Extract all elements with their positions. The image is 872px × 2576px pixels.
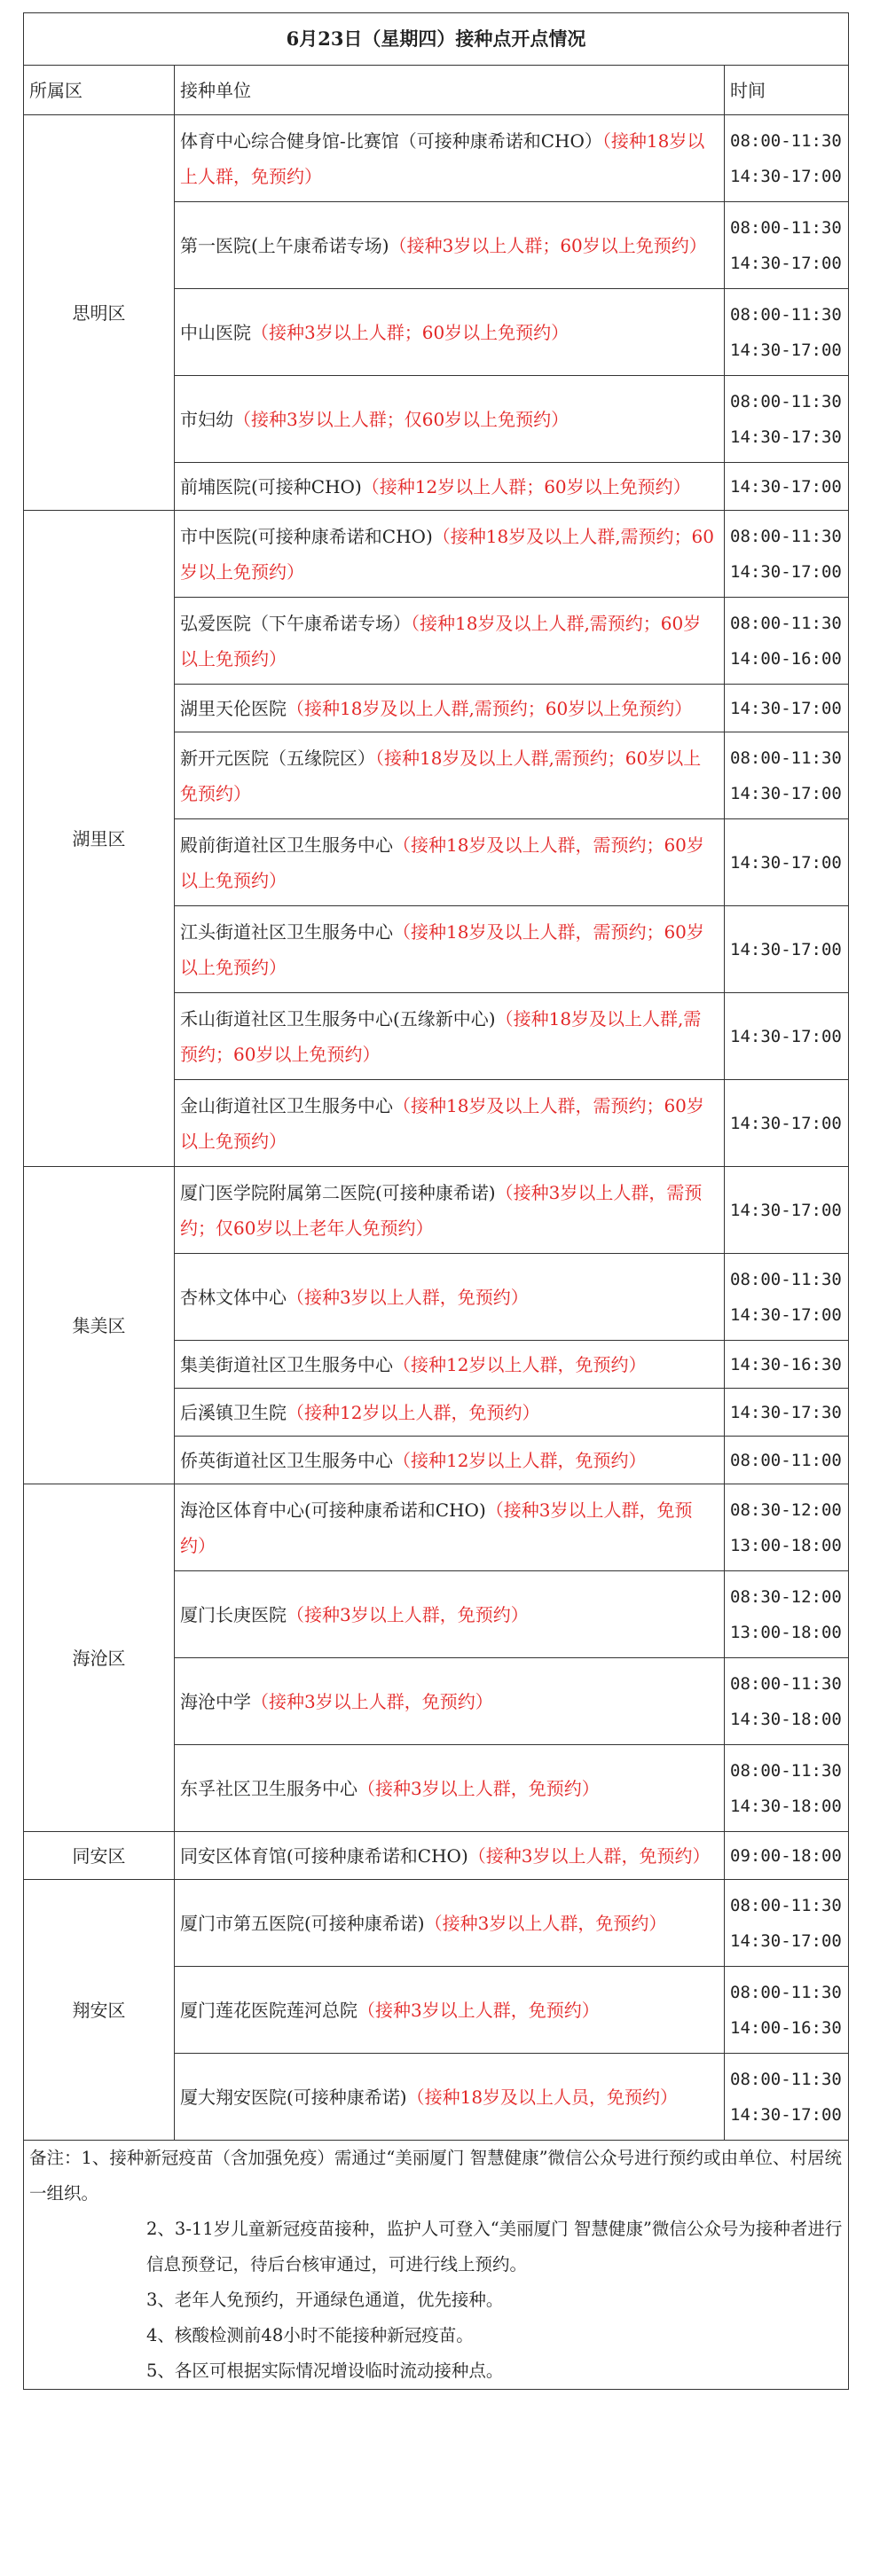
unit-eligibility-note: （接种18岁及以上人群，需预约；60岁以上免预约） bbox=[180, 1094, 704, 1152]
site-row bbox=[24, 1484, 849, 1571]
unit-name: 体育中心综合健身馆-比赛馆（可接种康希诺和CHO） bbox=[180, 129, 602, 152]
unit-cell bbox=[175, 819, 725, 906]
district-cell: 思明区 bbox=[24, 115, 175, 511]
unit-eligibility-note: （接种18岁及以上人群,需预约；60岁以上免预约） bbox=[180, 747, 702, 804]
schedule-document bbox=[23, 12, 848, 2390]
unit-name: 海沧中学 bbox=[180, 1690, 251, 1712]
unit-eligibility-note: （接种12岁以上人群，免预约） bbox=[393, 1449, 647, 1471]
unit-cell bbox=[175, 1341, 725, 1389]
time-cell: 14:30-17:00 bbox=[725, 463, 849, 511]
time-cell: 08:30-12:00 13:00-18:00 bbox=[725, 1484, 849, 1571]
time-cell: 08:00-11:30 14:30-17:00 bbox=[725, 2054, 849, 2141]
unit-name: 海沧区体育中心(可接种康希诺和CHO) bbox=[180, 1499, 486, 1521]
note-item bbox=[29, 2141, 843, 2212]
unit-eligibility-note: （接种18岁及以上人群，需预约；60岁以上免预约） bbox=[180, 920, 704, 978]
unit-cell bbox=[175, 376, 725, 463]
time-cell: 08:00-11:30 14:00-16:00 bbox=[725, 598, 849, 685]
table-body bbox=[24, 13, 849, 2390]
unit-cell bbox=[175, 906, 725, 993]
unit-name: 同安区体育馆(可接种康希诺和CHO) bbox=[180, 1844, 468, 1867]
unit-cell bbox=[175, 1571, 725, 1658]
district-cell: 翔安区 bbox=[24, 1880, 175, 2141]
unit-cell bbox=[175, 1658, 725, 1745]
unit-cell bbox=[175, 1880, 725, 1967]
unit-name: 市妇幼 bbox=[180, 408, 233, 430]
unit-name: 侨英街道社区卫生服务中心 bbox=[180, 1449, 393, 1471]
time-cell: 08:00-11:30 14:30-17:00 bbox=[725, 732, 849, 819]
site-row bbox=[24, 1880, 849, 1967]
unit-eligibility-note: （接种18岁及以上人群,需预约；60岁以上免预约） bbox=[180, 525, 715, 583]
unit-name: 集美街道社区卫生服务中心 bbox=[180, 1353, 393, 1375]
time-cell: 14:30-16:30 bbox=[725, 1341, 849, 1389]
unit-cell bbox=[175, 1832, 725, 1880]
header-district: 所属区 bbox=[24, 66, 175, 115]
time-cell: 14:30-17:30 bbox=[725, 1389, 849, 1437]
unit-eligibility-note: （接种3岁以上人群，免预约） bbox=[287, 1603, 529, 1625]
time-cell: 08:00-11:00 bbox=[725, 1437, 849, 1484]
unit-eligibility-note: （接种3岁以上人群，免预约） bbox=[251, 1690, 493, 1712]
unit-eligibility-note: （接种3岁以上人群；60岁以上免预约） bbox=[251, 321, 570, 343]
unit-cell bbox=[175, 289, 725, 376]
unit-name: 厦门莲花医院莲河总院 bbox=[180, 1999, 357, 2021]
header-time: 时间 bbox=[725, 66, 849, 115]
unit-name: 东孚社区卫生服务中心 bbox=[180, 1777, 357, 1799]
time-cell: 08:00-11:30 14:00-16:30 bbox=[725, 1967, 849, 2054]
unit-name: 后溪镇卫生院 bbox=[180, 1401, 287, 1423]
unit-name: 中山医院 bbox=[180, 321, 251, 343]
unit-name: 江头街道社区卫生服务中心 bbox=[180, 920, 393, 943]
unit-cell bbox=[175, 1745, 725, 1832]
unit-name: 前埔医院(可接种CHO) bbox=[180, 475, 362, 497]
unit-name: 厦门医学院附属第二医院(可接种康希诺) bbox=[180, 1181, 496, 1203]
unit-name: 湖里天伦医院 bbox=[180, 697, 287, 719]
note-text: 5、各区可根据实际情况增设临时流动接种点。 bbox=[146, 2361, 504, 2381]
time-cell: 08:00-11:30 14:30-17:00 bbox=[725, 511, 849, 598]
note-text: 1、接种新冠疫苗（含加强免疫）需通过“美丽厦门 智慧健康”微信公众号进行预约或由单位、村居统一组织。 bbox=[29, 2148, 843, 2204]
unit-cell bbox=[175, 202, 725, 289]
unit-eligibility-note: （接种18岁及以上人群,需预约；60岁以上免预约） bbox=[180, 1007, 702, 1065]
site-row bbox=[24, 511, 849, 598]
note-item bbox=[29, 2212, 843, 2282]
unit-eligibility-note: （接种3岁以上人群，免预约） bbox=[467, 1844, 711, 1867]
notes-cell bbox=[24, 2141, 849, 2390]
table-title: 6月23日（星期四）接种点开点情况 bbox=[24, 13, 849, 66]
unit-eligibility-note: （接种18岁及以上人群,需预约；60岁以上免预约） bbox=[287, 697, 693, 719]
unit-name: 禾山街道社区卫生服务中心(五缘新中心) bbox=[180, 1007, 496, 1030]
time-cell: 08:30-12:00 13:00-18:00 bbox=[725, 1571, 849, 1658]
title-row bbox=[24, 13, 849, 66]
unit-name: 第一医院(上午康希诺专场) bbox=[180, 234, 389, 256]
unit-name: 厦门长庚医院 bbox=[180, 1603, 287, 1625]
time-cell: 08:00-11:30 14:30-18:00 bbox=[725, 1658, 849, 1745]
unit-eligibility-note: （接种3岁以上人群，需预约；仅60岁以上老年人免预约） bbox=[180, 1181, 703, 1239]
unit-eligibility-note: （接种3岁以上人群，免预约） bbox=[287, 1286, 529, 1308]
unit-name: 杏林文体中心 bbox=[180, 1286, 287, 1308]
unit-eligibility-note: （接种18岁及以上人员，免预约） bbox=[406, 2086, 679, 2108]
header-unit: 接种单位 bbox=[175, 66, 725, 115]
unit-name: 市中医院(可接种康希诺和CHO) bbox=[180, 525, 433, 547]
unit-eligibility-note: （接种12岁以上人群，免预约） bbox=[287, 1401, 540, 1423]
unit-cell bbox=[175, 1080, 725, 1167]
time-cell: 08:00-11:30 14:30-17:00 bbox=[725, 202, 849, 289]
notes-label: 备注： bbox=[29, 2148, 82, 2168]
time-cell: 09:00-18:00 bbox=[725, 1832, 849, 1880]
district-cell: 同安区 bbox=[24, 1832, 175, 1880]
time-cell: 08:00-11:30 14:30-18:00 bbox=[725, 1745, 849, 1832]
vaccination-site-table bbox=[23, 12, 849, 2390]
unit-name: 厦大翔安医院(可接种康希诺) bbox=[180, 2086, 407, 2108]
time-cell: 14:30-17:00 bbox=[725, 685, 849, 732]
unit-cell bbox=[175, 463, 725, 511]
site-row bbox=[24, 1832, 849, 1880]
unit-cell bbox=[175, 732, 725, 819]
note-text: 3、老年人免预约，开通绿色通道，优先接种。 bbox=[146, 2290, 504, 2310]
notes-row bbox=[24, 2141, 849, 2390]
note-item bbox=[29, 2353, 843, 2389]
district-cell: 海沧区 bbox=[24, 1484, 175, 1832]
unit-cell bbox=[175, 1484, 725, 1571]
note-text: 2、3-11岁儿童新冠疫苗接种，监护人可登入“美丽厦门 智慧健康”微信公众号为接种者进行信息预登记，待后台核审通过，可进行线上预约。 bbox=[146, 2219, 843, 2275]
time-cell: 08:00-11:30 14:30-17:00 bbox=[725, 289, 849, 376]
note-item bbox=[29, 2282, 843, 2318]
unit-cell bbox=[175, 598, 725, 685]
header-row bbox=[24, 66, 849, 115]
unit-cell bbox=[175, 2054, 725, 2141]
time-cell: 14:30-17:00 bbox=[725, 993, 849, 1080]
unit-cell bbox=[175, 1167, 725, 1254]
site-row bbox=[24, 1167, 849, 1254]
unit-eligibility-note: （接种18岁以上人群，免预约） bbox=[180, 129, 705, 187]
time-cell: 08:00-11:30 14:30-17:00 bbox=[725, 1254, 849, 1341]
unit-name: 金山街道社区卫生服务中心 bbox=[180, 1094, 393, 1116]
time-cell: 14:30-17:00 bbox=[725, 1080, 849, 1167]
unit-cell bbox=[175, 115, 725, 202]
unit-name: 厦门市第五医院(可接种康希诺) bbox=[180, 1912, 425, 1934]
unit-cell bbox=[175, 993, 725, 1080]
unit-eligibility-note: （接种12岁以上人群，免预约） bbox=[393, 1353, 647, 1375]
time-cell: 08:00-11:30 14:30-17:00 bbox=[725, 115, 849, 202]
unit-eligibility-note: （接种3岁以上人群；仅60岁以上免预约） bbox=[233, 408, 570, 430]
unit-eligibility-note: （接种3岁以上人群；60岁以上免预约） bbox=[389, 234, 707, 256]
unit-eligibility-note: （接种3岁以上人群，免预约） bbox=[424, 1912, 667, 1934]
unit-cell bbox=[175, 1437, 725, 1484]
unit-eligibility-note: （接种12岁以上人群；60岁以上免预约） bbox=[361, 475, 691, 497]
unit-name: 新开元医院（五缘院区） bbox=[180, 747, 375, 769]
unit-cell bbox=[175, 1967, 725, 2054]
time-cell: 08:00-11:30 14:30-17:30 bbox=[725, 376, 849, 463]
unit-name: 殿前街道社区卫生服务中心 bbox=[180, 834, 393, 856]
site-row bbox=[24, 115, 849, 202]
note-text: 4、核酸检测前48小时不能接种新冠疫苗。 bbox=[146, 2325, 474, 2345]
unit-eligibility-note: （接种3岁以上人群，免预约） bbox=[357, 1999, 600, 2021]
unit-cell bbox=[175, 511, 725, 598]
unit-cell bbox=[175, 1389, 725, 1437]
unit-name: 弘爱医院（下午康希诺专场） bbox=[180, 612, 411, 634]
time-cell: 08:00-11:30 14:30-17:00 bbox=[725, 1880, 849, 1967]
district-cell: 集美区 bbox=[24, 1167, 175, 1484]
unit-cell bbox=[175, 685, 725, 732]
unit-eligibility-note: （接种3岁以上人群，免预约） bbox=[180, 1499, 693, 1556]
unit-cell bbox=[175, 1254, 725, 1341]
unit-eligibility-note: （接种18岁及以上人群，需预约；60岁以上免预约） bbox=[180, 834, 704, 891]
time-cell: 14:30-17:00 bbox=[725, 906, 849, 993]
time-cell: 14:30-17:00 bbox=[725, 819, 849, 906]
unit-eligibility-note: （接种3岁以上人群，免预约） bbox=[357, 1777, 600, 1799]
district-cell: 湖里区 bbox=[24, 511, 175, 1167]
unit-eligibility-note: （接种18岁及以上人群,需预约；60岁以上免预约） bbox=[180, 612, 702, 669]
time-cell: 14:30-17:00 bbox=[725, 1167, 849, 1254]
note-item bbox=[29, 2318, 843, 2353]
